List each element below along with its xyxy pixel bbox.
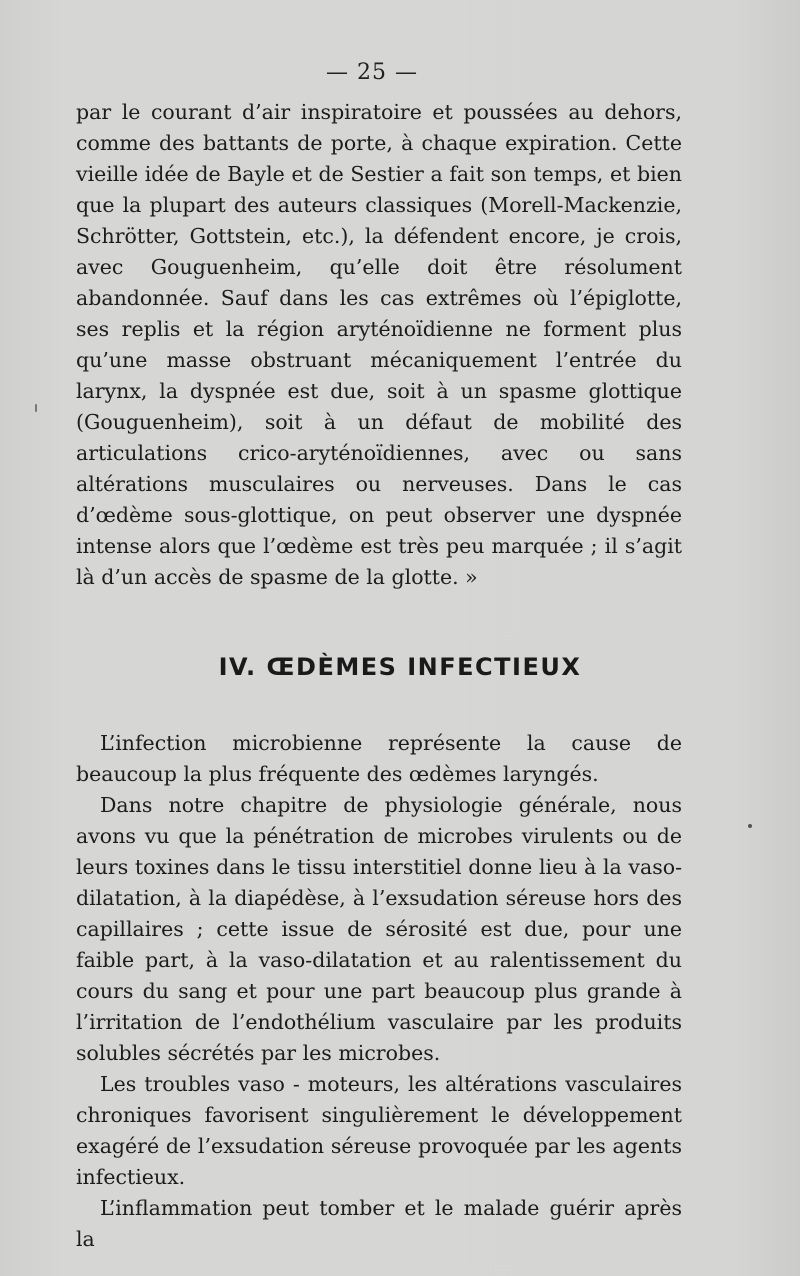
- paper-speck: [35, 404, 37, 412]
- paper-speck: [748, 824, 752, 828]
- section-paragraph-1: L’infection microbienne représente la cause de beaucoup la plus fréquente des œdèmes laryngés.: [76, 731, 682, 786]
- continued-paragraph-block: [76, 97, 682, 593]
- page-number: — 25 —: [326, 60, 418, 85]
- section-paragraph-3: Les troubles vaso - moteurs, les altérations vasculaires chroniques favorisent singulièrement le développement exagéré de l’exsudation séreuse provoquée par les agents infectieux.: [76, 1072, 682, 1189]
- section-paragraph-4: L’inflammation peut tomber et le malade guérir après la: [76, 1196, 682, 1251]
- section-paragraph-2: Dans notre chapitre de physiologie générale, nous avons vu que la pénétration de microbes virulents ou de leurs toxines dans le tissu interstitiel donne lieu à la vaso-dilatation, à la diapédèse, à l’exsudation séreuse hors des capillaires ; cette issue de sérosité est due, pour une faible part, à la vaso-dilatation et au ralentissement du cours du sang et pour une part beaucoup plus grande à l’irritation de l’endothélium vasculaire par les produits solubles sécrétés par les microbes.: [76, 793, 682, 1065]
- section-body: [76, 728, 682, 1255]
- section-heading: IV. ŒDÈMES INFECTIEUX: [218, 653, 582, 681]
- continued-paragraph: par le courant d’air inspiratoire et poussées au dehors, comme des battants de porte, à chaque expiration. Cette vieille idée de Bayle et de Sestier a fait son temps, et bien que la plupart des auteurs classiques (Morell-Mackenzie, Schrötter, Gottstein, etc.), la défendent encore, je crois, avec Gouguenheim, qu’elle doit être résolument abandonnée. Sauf dans les cas extrêmes où l’épiglotte, ses replis et la région aryténoïdienne ne forment plus qu’une masse obstruant mécaniquement l’entrée du larynx, la dyspnée est due, soit à un spasme glottique (Gouguenheim), soit à un défaut de mobilité des articulations crico-aryténoïdiennes, avec ou sans altérations musculaires ou nerveuses. Dans le cas d’œdème sous-glottique, on peut observer une dyspnée intense alors que l’œdème est très peu marquée ; il s’agit là d’un accès de spasme de la glotte. »: [76, 100, 682, 589]
